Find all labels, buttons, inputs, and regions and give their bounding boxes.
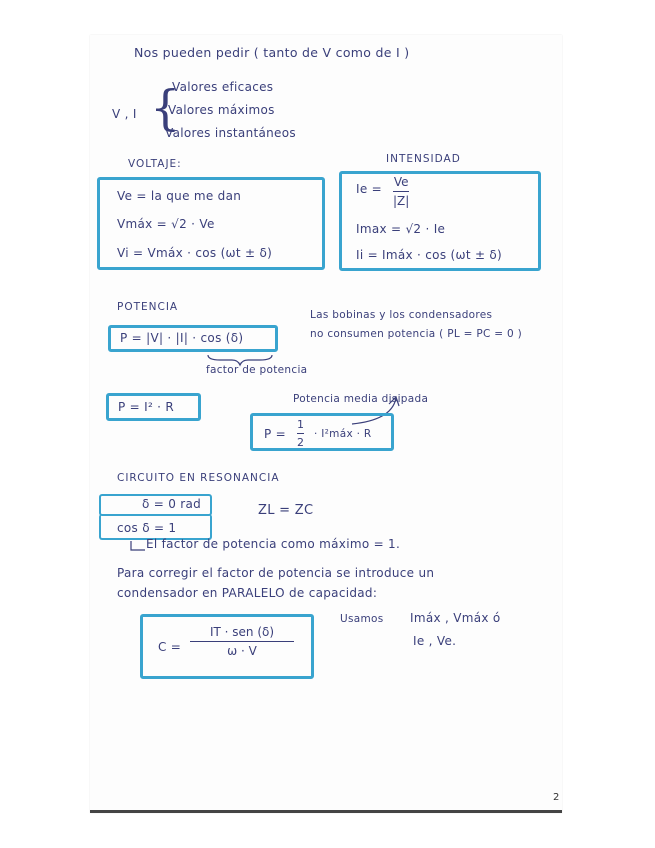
formula3-num: 1 bbox=[297, 418, 304, 431]
factor-potencia-label: factor de potencia bbox=[206, 364, 308, 376]
potencia-note-line1: Las bobinas y los condensadores bbox=[310, 309, 493, 321]
potencia-formula3-lhs: P = bbox=[264, 427, 287, 441]
intensidad-imax: Imax = √2 · Ie bbox=[356, 222, 446, 236]
fraction-bar bbox=[190, 641, 294, 642]
corregir-line2: condensador en PARALELO de capacidad: bbox=[117, 586, 378, 600]
potencia-media-label: Potencia media disipada bbox=[293, 393, 429, 405]
resonancia-conclusion: El factor de potencia como máximo = 1. bbox=[146, 537, 401, 551]
brace-symbol: { bbox=[150, 80, 181, 136]
voltaje-vmax: Vmáx = √2 · Ve bbox=[117, 217, 215, 231]
intensidad-ie-num: Ve bbox=[393, 175, 409, 189]
intensidad-ie-lhs: Ie = bbox=[356, 182, 382, 196]
potencia-formula3-rhs: · I²máx · R bbox=[314, 428, 372, 440]
potencia-formula1: P = |V| · |I| · cos (δ) bbox=[120, 331, 244, 345]
potencia-formula2: P = I² · R bbox=[118, 400, 175, 414]
capacidad-num: IT · sen (δ) bbox=[209, 625, 275, 639]
intro-text: Nos pueden pedir ( tanto de V como de I ) bbox=[134, 45, 410, 60]
potencia-note-line2: no consumen potencia ( PL = PC = 0 ) bbox=[310, 328, 522, 340]
usamos-label: Usamos bbox=[340, 613, 384, 625]
valores-item-3: Valores instantáneos bbox=[165, 126, 296, 140]
capacidad-lhs: C = bbox=[158, 640, 182, 654]
usamos-values-2: Ie , Ve. bbox=[413, 634, 457, 648]
resonancia-title: CIRCUITO EN RESONANCIA bbox=[117, 472, 280, 484]
resonancia-zl-zc: ZL = ZC bbox=[258, 503, 314, 518]
intensidad-ie-den: |Z| bbox=[393, 194, 410, 208]
intensidad-ii: Ii = Imáx · cos (ωt ± δ) bbox=[356, 248, 503, 262]
capacidad-den: ω · V bbox=[227, 644, 257, 658]
voltaje-vi: Vi = Vmáx · cos (ωt ± δ) bbox=[117, 246, 273, 260]
voltaje-ve: Ve = la que me dan bbox=[117, 189, 242, 203]
capacidad-fraction bbox=[190, 625, 294, 658]
resonancia-cos: cos δ = 1 bbox=[117, 521, 177, 535]
formula3-den: 2 bbox=[297, 436, 304, 449]
valores-item-2: Valores máximos bbox=[168, 103, 275, 117]
vi-label: V , I bbox=[112, 107, 137, 121]
intensidad-title: INTENSIDAD bbox=[386, 153, 461, 165]
resonancia-delta: δ = 0 rad bbox=[142, 497, 202, 511]
corregir-line1: Para corregir el factor de potencia se introduce un bbox=[117, 566, 435, 580]
page-number: 2 bbox=[553, 792, 560, 803]
usamos-values-1: Imáx , Vmáx ó bbox=[410, 611, 501, 625]
voltaje-title: VOLTAJE: bbox=[128, 158, 182, 170]
valores-item-1: Valores eficaces bbox=[172, 80, 274, 94]
potencia-title: POTENCIA bbox=[117, 301, 179, 313]
